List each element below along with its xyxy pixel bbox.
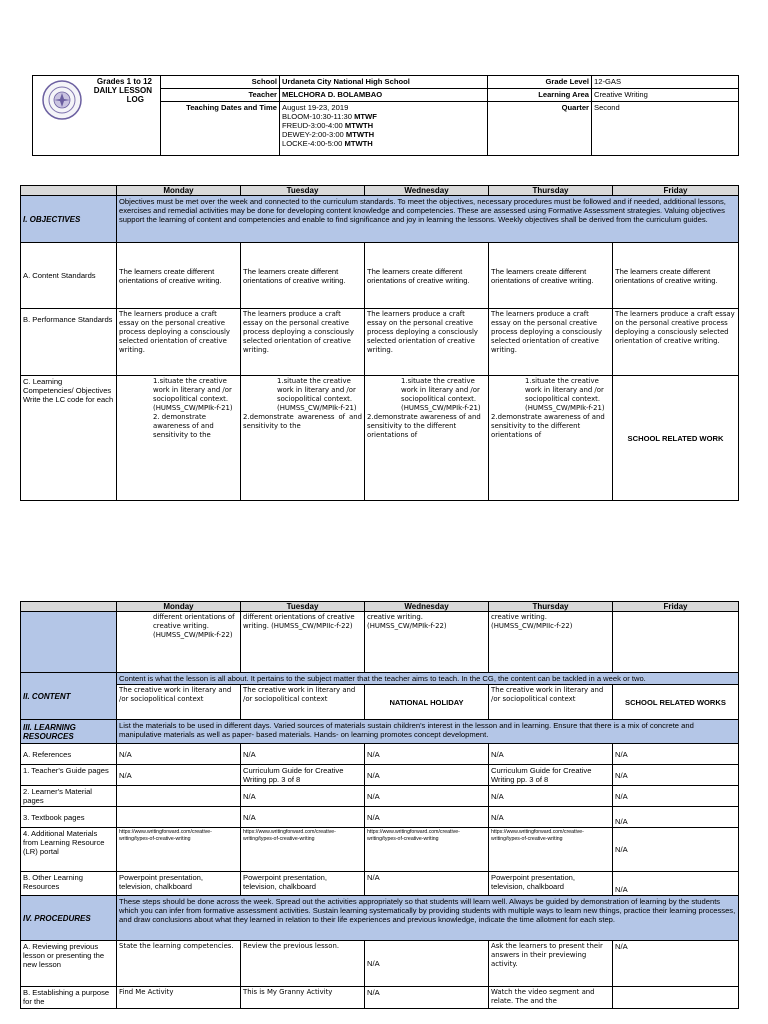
competencies-cell: 1.situate the creative work in literary and /or sociopolitical context. (HUMSS_CW/MPIk-f-21) 2. demonstrate awareness of and sensitivity to the: [117, 376, 241, 501]
url-link[interactable]: https://www.writingforward.com/creative-writing/types-of-creative-writing: [489, 828, 613, 872]
day-header: Wednesday: [365, 186, 489, 196]
competencies-cont-cell: different orientations of creative writing. (HUMSS_CW/MPIk-f-22): [117, 612, 241, 673]
dates-value: August 19-23, 2019: [282, 103, 349, 112]
content-label: II. CONTENT: [21, 673, 117, 720]
empty-cell: [613, 987, 739, 1009]
curriculum-guide-cell: Curriculum Guide for Creative Writing pp. 3 of 8: [241, 765, 365, 786]
empty-cell: [117, 786, 241, 807]
na-cell: N/A: [241, 786, 365, 807]
competencies-cont-cell: creative writing. (HUMSS_CW/MPIk-f-22): [365, 612, 489, 673]
na-cell: N/A: [365, 765, 489, 786]
resources-note: List the materials to be used in different days. Varied sources of materials sustain children's interest in the lesson and in learning. Ensure that there is a mix of concrete and manipulative materials as well as paper- based materials. Hands- on learning promotes concept development.: [117, 720, 739, 744]
day-header: Monday: [117, 186, 241, 196]
resources-label: III. LEARNING RESOURCES: [21, 720, 117, 744]
competencies-label-cell: [21, 376, 117, 501]
other-resources-label: B. Other Learning Resources: [21, 872, 117, 896]
content-cell: The creative work in literary and /or sociopolitical context: [117, 685, 241, 720]
references-label: A. References: [21, 744, 117, 765]
teacher-value: MELCHORA D. BOLAMBAO: [280, 89, 488, 102]
day-header: Friday: [613, 602, 739, 612]
content-note: Content is what the lesson is all about. It pertains to the subject matter that the teacher aims to teach. In the CG, the content can be tackled in a week or two.: [117, 673, 739, 685]
na-cell: N/A: [241, 807, 365, 828]
content-standards-cell: The learners create different orientations of creative writing.: [613, 243, 739, 309]
day-header-row: [21, 602, 739, 612]
schedule-row: DEWEY-2:00-3:00 MTWTH: [282, 130, 375, 139]
other-resources-cell: Powerpoint presentation, television, chalkboard: [117, 872, 241, 896]
competencies-cell: 1.situate the creative work in literary and /or sociopolitical context. (HUMSS_CW/MPIk-f-21) 2.demonstrate awareness of and sensitivity to the: [241, 376, 365, 501]
other-resources-cell: Powerpoint presentation, television, chalkboard: [489, 872, 613, 896]
content-standards-cell: The learners create different orientations of creative writing.: [365, 243, 489, 309]
na-cell: N/A: [613, 828, 739, 872]
na-cell: N/A: [365, 987, 489, 1009]
objectives-note: Objectives must be met over the week and connected to the curriculum standards. To meet the objectives, necessary procedures must be followed and if needed, additional lessons, exercises and remedial activities may be done for developing content knowledge and competencies. These are assessed using Formative Assessment strategies. Valuing objectives support the learning of content and competencies and enable to find significance and joy in learning the lessons. Weekly objectives shall be derived from the curriculum guides.: [117, 196, 739, 243]
other-resources-cell: Powerpoint presentation, television, chalkboard: [241, 872, 365, 896]
procedures-label: IV. PROCEDURES: [21, 896, 117, 941]
na-cell: N/A: [365, 786, 489, 807]
content-standards-cell: The learners create different orientations of creative writing.: [241, 243, 365, 309]
schedule-row: FREUD-3:00-4:00 MTWTH: [282, 121, 374, 130]
reviewing-cell: Review the previous lesson.: [241, 941, 365, 987]
competencies-cell: 1.situate the creative work in literary and /or sociopolitical context. (HUMSS_CW/MPIk-f-21) 2.demonstrate awareness of and sensitivity to the different orientations of: [365, 376, 489, 501]
na-cell: N/A: [613, 765, 739, 786]
quarter-value: Second: [592, 102, 739, 156]
na-cell: N/A: [613, 872, 739, 896]
na-cell: N/A: [365, 872, 489, 896]
area-value: Creative Writing: [592, 89, 739, 102]
title-line-3: LOG: [126, 95, 144, 104]
url-link[interactable]: https://www.writingforward.com/creative-writing/types-of-creative-writing: [365, 828, 489, 872]
content-standards-label: A. Content Standards: [21, 243, 117, 309]
na-cell: N/A: [117, 744, 241, 765]
performance-standards-cell: The learners produce a craft essay on the personal creative process deploying a consciously selected orientation of creative writing.: [241, 309, 365, 376]
establishing-cell: Watch the video segment and relate. The and the: [489, 987, 613, 1009]
day-header: Monday: [117, 602, 241, 612]
lesson-table-2: [20, 601, 739, 1009]
competencies-cont-cell: creative writing. (HUMSS_CW/MPIIc-f-22): [489, 612, 613, 673]
na-cell: N/A: [613, 941, 739, 987]
na-cell: N/A: [489, 744, 613, 765]
teacher-label: Teacher: [161, 89, 280, 102]
na-cell: N/A: [117, 765, 241, 786]
na-cell: N/A: [613, 786, 739, 807]
na-cell: N/A: [365, 941, 489, 987]
quarter-label: Quarter: [488, 102, 592, 156]
lr-portal-label: 4. Additional Materials from Learning Resource (LR) portal: [21, 828, 117, 872]
day-header: Wednesday: [365, 602, 489, 612]
dates-label: Teaching Dates and Time: [161, 102, 280, 156]
establishing-label: B. Establishing a purpose for the: [21, 987, 117, 1009]
na-cell: N/A: [241, 744, 365, 765]
reviewing-cell: State the learning competencies.: [117, 941, 241, 987]
performance-standards-cell: The learners produce a craft essay on the personal creative process deploying a consciously selected orientation of creative writing.: [613, 309, 739, 376]
schedule-row: BLOOM-10:30-11:30 MTWF: [282, 112, 377, 121]
empty-cell: [117, 807, 241, 828]
performance-standards-cell: The learners produce a craft essay on the personal creative process deploying a consciously selected orientation of creative writing.: [117, 309, 241, 376]
na-cell: N/A: [613, 744, 739, 765]
performance-standards-cell: The learners produce a craft essay on the personal creative process deploying a consciously selected orientation of creative writing.: [365, 309, 489, 376]
content-cell: The creative work in literary and /or sociopolitical context: [489, 685, 613, 720]
na-cell: N/A: [365, 744, 489, 765]
textbook-label: 3. Textbook pages: [21, 807, 117, 828]
performance-standards-label: B. Performance Standards: [21, 309, 117, 376]
content-standards-cell: The learners create different orientations of creative writing.: [489, 243, 613, 309]
establishing-cell: This is My Granny Activity: [241, 987, 365, 1009]
day-header-row: [21, 186, 739, 196]
area-label: Learning Area: [488, 89, 592, 102]
learners-material-label: 2. Learner's Material pages: [21, 786, 117, 807]
curriculum-guide-cell: Curriculum Guide for Creative Writing pp. 3 of 8: [489, 765, 613, 786]
school-related-work: SCHOOL RELATED WORK: [613, 376, 739, 501]
national-holiday: NATIONAL HOLIDAY: [365, 685, 489, 720]
content-cell: The creative work in literary and /or sociopolitical context: [241, 685, 365, 720]
continued-label: [21, 612, 117, 673]
content-standards-cell: The learners create different orientations of creative writing.: [117, 243, 241, 309]
day-header: Tuesday: [241, 602, 365, 612]
school-label: School: [161, 76, 280, 89]
competencies-cont-cell: [613, 612, 739, 673]
reviewing-label: A. Reviewing previous lesson or presenting the new lesson: [21, 941, 117, 987]
day-header: Thursday: [489, 602, 613, 612]
na-cell: N/A: [489, 786, 613, 807]
na-cell: N/A: [365, 807, 489, 828]
competencies-label: C. Learning Competencies/ Objectives: [23, 377, 112, 395]
dates-cell: [280, 102, 488, 156]
schedule-row: LOCKE-4:00-5:00 MTWTH: [282, 139, 373, 148]
performance-standards-cell: The learners produce a craft essay on the personal creative process deploying a consciously selected orientation of creative writing.: [489, 309, 613, 376]
procedures-note: These steps should be done across the week. Spread out the activities appropriately so that students will learn well. Always be guided by demonstration of learning by the students which you can infer from formative assessment activities. Sustain learning systematically by providing students with multiple ways to learn new things, practice their learning processes, and draw conclusions about what they learned in relation to their life experiences and previous knowledge, indicate the time allotment for each step.: [117, 896, 739, 941]
title-line-1: Grades 1 to 12: [96, 77, 152, 86]
competencies-cell: 1.situate the creative work in literary and /or sociopolitical context. (HUMSS_CW/MPIk-f-21) 2.demonstrate awareness of and sensitivity to the different orientations of: [489, 376, 613, 501]
competencies-cont-cell: different orientations of creative writing. (HUMSS_CW/MPIIc-f-22): [241, 612, 365, 673]
reviewing-cell: Ask the learners to present their answers in their previewing activity.: [489, 941, 613, 987]
grade-label: Grade Level: [488, 76, 592, 89]
na-cell: N/A: [489, 807, 613, 828]
day-header: Tuesday: [241, 186, 365, 196]
school-related-works: SCHOOL RELATED WORKS: [613, 685, 739, 720]
header-table: [32, 75, 739, 156]
day-header: Thursday: [489, 186, 613, 196]
url-link[interactable]: https://www.writingforward.com/creative-writing/types-of-creative-writing: [117, 828, 241, 872]
establishing-cell: Find Me Activity: [117, 987, 241, 1009]
grade-value: 12-GAS: [592, 76, 739, 89]
day-header: Friday: [613, 186, 739, 196]
competencies-sublabel: Write the LC code for each: [23, 395, 114, 404]
url-link[interactable]: https://www.writingforward.com/creative-writing/types-of-creative-writing: [241, 828, 365, 872]
teachers-guide-label: 1. Teacher's Guide pages: [21, 765, 117, 786]
lesson-table-1: [20, 185, 739, 501]
na-cell: N/A: [613, 807, 739, 828]
school-value: Urdaneta City National High School: [280, 76, 488, 89]
objectives-label: I. OBJECTIVES: [21, 196, 117, 243]
title-line-2: DAILY LESSON: [93, 86, 152, 95]
